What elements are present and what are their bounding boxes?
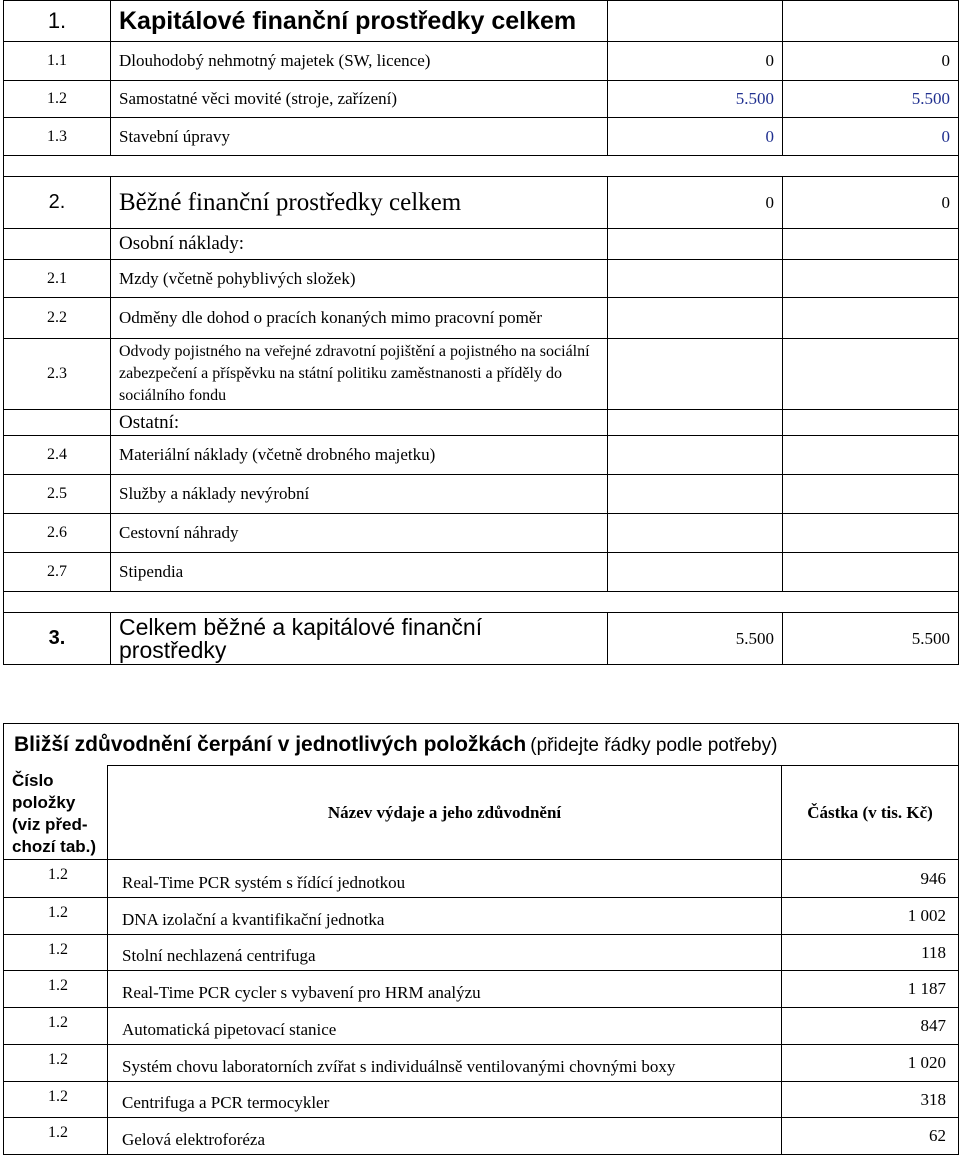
section2-value-2: 0 bbox=[783, 177, 959, 229]
table-row bbox=[4, 118, 959, 156]
item-code: 1.2 bbox=[4, 1118, 108, 1155]
row-value-2: 0 bbox=[783, 118, 959, 156]
spacer-row bbox=[4, 156, 959, 177]
detail-title-row bbox=[4, 724, 959, 766]
item-name: Systém chovu laboratorních zvířat s individuálnsě ventilovanými chovnými boxy bbox=[108, 1045, 782, 1082]
table-row bbox=[4, 1045, 959, 1082]
item-code: 1.2 bbox=[4, 860, 108, 898]
section1-header-row bbox=[4, 1, 959, 42]
item-amount: 1 020 bbox=[782, 1045, 959, 1082]
section1-number: 1. bbox=[4, 1, 111, 42]
row-label: Samostatné věci movité (stroje, zařízení) bbox=[111, 81, 608, 118]
table-row bbox=[4, 260, 959, 298]
item-amount: 847 bbox=[782, 1008, 959, 1045]
budget-table bbox=[3, 0, 959, 665]
item-code: 1.2 bbox=[4, 1045, 108, 1082]
row-code: 2.7 bbox=[4, 553, 111, 592]
row-value-2: 0 bbox=[783, 42, 959, 81]
section3-title-line-1: Celkem běžné a kapitálové finanční bbox=[119, 613, 483, 640]
row-code: 2.5 bbox=[4, 475, 111, 514]
row-label: Stavební úpravy bbox=[111, 118, 608, 156]
item-amount: 1 187 bbox=[782, 971, 959, 1008]
table-row bbox=[4, 298, 959, 339]
section3-title-line-2: prostředky bbox=[119, 636, 227, 663]
row-code: 2.4 bbox=[4, 436, 111, 475]
item-name: Centrifuga a PCR termocykler bbox=[108, 1082, 782, 1118]
item-code: 1.2 bbox=[4, 971, 108, 1008]
detail-table bbox=[3, 723, 959, 1155]
row-label: Cestovní náhrady bbox=[111, 514, 608, 553]
table-row bbox=[4, 339, 959, 410]
section3-number: 3. bbox=[4, 613, 111, 665]
table-row bbox=[4, 898, 959, 935]
col-header-name: Název výdaje a jeho zdůvodnění bbox=[108, 766, 782, 860]
row-code: 2.6 bbox=[4, 514, 111, 553]
row-label: Dlouhodobý nehmotný majetek (SW, licence) bbox=[111, 42, 608, 81]
row-code: 1.2 bbox=[4, 81, 111, 118]
item-amount: 318 bbox=[782, 1082, 959, 1118]
section2-value-1: 0 bbox=[608, 177, 783, 229]
item-code: 1.2 bbox=[4, 898, 108, 935]
row-value-1: 0 bbox=[608, 42, 783, 81]
subheader-row bbox=[4, 229, 959, 260]
spacer-row bbox=[4, 592, 959, 613]
row-label: Mzdy (včetně pohyblivých složek) bbox=[111, 260, 608, 298]
item-code: 1.2 bbox=[4, 1008, 108, 1045]
item-name: Stolní nechlazená centrifuga bbox=[108, 935, 782, 971]
table-row bbox=[4, 475, 959, 514]
section3-value-2: 5.500 bbox=[783, 613, 959, 665]
table-row bbox=[4, 553, 959, 592]
row-label: Odvody pojistného na veřejné zdravotní pojištění a pojistného na sociální zabezpečení a příspěvku na státní politiku zaměstnanosti a příděly do sociálního fondu bbox=[111, 339, 608, 410]
item-amount: 946 bbox=[782, 860, 959, 898]
table-row bbox=[4, 1118, 959, 1155]
detail-header-row bbox=[4, 766, 959, 860]
section2-header-row bbox=[4, 177, 959, 229]
row-value-1: 0 bbox=[608, 118, 783, 156]
table-row bbox=[4, 81, 959, 118]
table-row bbox=[4, 42, 959, 81]
item-code: 1.2 bbox=[4, 1082, 108, 1118]
section2-number: 2. bbox=[4, 177, 111, 229]
row-label: Odměny dle dohod o pracích konaných mimo pracovní poměr bbox=[111, 298, 608, 339]
section3-header-row bbox=[4, 613, 959, 665]
table-row bbox=[4, 436, 959, 475]
table-row bbox=[4, 1008, 959, 1045]
other-costs-header: Ostatní: bbox=[111, 410, 608, 436]
table-row bbox=[4, 514, 959, 553]
item-name: Real-Time PCR cycler s vybavení pro HRM analýzu bbox=[108, 971, 782, 1008]
table-row bbox=[4, 1082, 959, 1118]
row-value-2: 5.500 bbox=[783, 81, 959, 118]
item-name: DNA izolační a kvantifikační jednotka bbox=[108, 898, 782, 935]
section3-value-1: 5.500 bbox=[608, 613, 783, 665]
detail-title-note: (přidejte řádky podle potřeby) bbox=[530, 734, 778, 756]
item-name: Real-Time PCR systém s řídící jednotkou bbox=[108, 860, 782, 898]
item-amount: 118 bbox=[782, 935, 959, 971]
item-name: Gelová elektroforéza bbox=[108, 1118, 782, 1155]
item-name: Automatická pipetovací stanice bbox=[108, 1008, 782, 1045]
subheader-row bbox=[4, 410, 959, 436]
row-code: 2.2 bbox=[4, 298, 111, 339]
personal-costs-header: Osobní náklady: bbox=[111, 229, 608, 260]
row-code: 2.3 bbox=[4, 339, 111, 410]
row-label: Stipendia bbox=[111, 553, 608, 592]
section1-title: Kapitálové finanční prostředky celkem bbox=[111, 1, 608, 42]
section3-title bbox=[111, 613, 608, 665]
row-code: 1.3 bbox=[4, 118, 111, 156]
table-row bbox=[4, 935, 959, 971]
row-label: Materiální náklady (včetně drobného majetku) bbox=[111, 436, 608, 475]
detail-title: Bližší zdůvodnění čerpání v jednotlivých položkách bbox=[14, 732, 527, 756]
section2-title: Běžné finanční prostředky celkem bbox=[111, 177, 608, 229]
row-code: 1.1 bbox=[4, 42, 111, 81]
item-amount: 1 002 bbox=[782, 898, 959, 935]
table-row bbox=[4, 860, 959, 898]
item-code: 1.2 bbox=[4, 935, 108, 971]
item-amount: 62 bbox=[782, 1118, 959, 1155]
row-code: 2.1 bbox=[4, 260, 111, 298]
col-header-code: Číslo položky (viz před- chozí tab.) bbox=[4, 766, 108, 860]
row-label: Služby a náklady nevýrobní bbox=[111, 475, 608, 514]
row-value-1: 5.500 bbox=[608, 81, 783, 118]
col-header-amount: Částka (v tis. Kč) bbox=[782, 766, 959, 860]
table-row bbox=[4, 971, 959, 1008]
